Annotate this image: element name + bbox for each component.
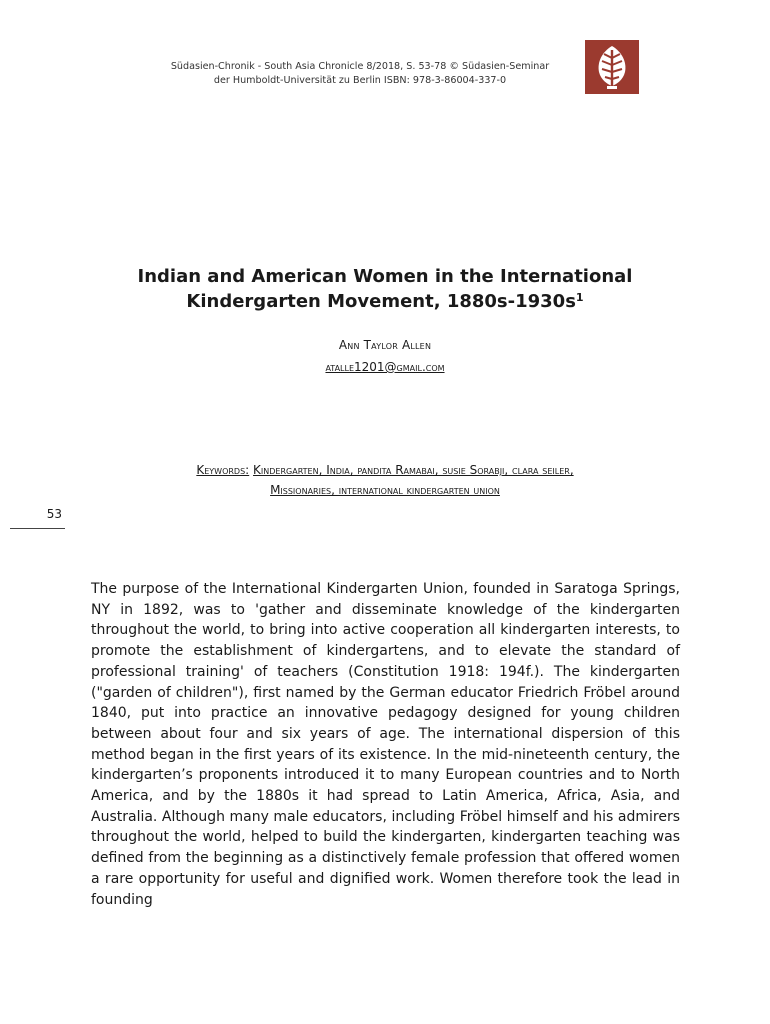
page-number-rule (10, 528, 65, 529)
article-title-line2 (60, 289, 710, 314)
article-title-line2-text: Kindergarten Movement, 1880s-1930s (186, 291, 576, 312)
article-title-line1: Indian and American Women in the International (137, 266, 633, 287)
body-paragraph: The purpose of the International Kindergarten Union, founded in Saratoga Springs, NY in 1892, was to 'gather and disseminate knowledge of the kindergarten throughout the world, to bring into active cooperation all kindergarten interests, to promote the establishment of kindergartens, and to elevate the standard of professional training' of teachers (Constitution 1918: 194f.). The kindergarten ("garden of children"), first named by the German educator Friedrich Fröbel around 1840, put into practice an innovative pedagogy designed for young children between about four and six years of age. The international dispersion of this method began in the first years of its existence. In the mid-nineteenth century, the kindergarten’s proponents introduced it to many European countries and to North America, and by the 1880s it had spread to Latin America, Africa, Asia, and Australia. Although many male educators, including Fröbel himself and his admirers throughout the world, helped to build the kindergarten, kindergarten teaching was defined from the beginning as a distinctively female profession that offered women a rare opportunity for useful and dignified work. Women therefore took the lead in founding (91, 581, 680, 908)
keywords-line1 (110, 460, 660, 480)
journal-header (150, 60, 570, 88)
author-name: Ann Taylor Allen (338, 338, 432, 352)
keywords-list-line2: Missionaries, international kindergarten union (270, 483, 500, 497)
article-title (60, 264, 710, 314)
suedasien-seminar-logo-icon (585, 40, 639, 94)
article-body (91, 579, 680, 910)
keywords-label: Keywords: (196, 463, 250, 477)
footnote-mark[interactable]: 1 (575, 291, 584, 304)
keywords-block (110, 460, 660, 500)
author-email-link[interactable]: atalle1201@gmail.com (325, 360, 445, 374)
journal-header-line1: Südasien-Chronik - South Asia Chronicle 8/2018, S. 53-78 © Südasien-Seminar (170, 61, 550, 72)
keywords-list-line1: Kindergarten, India, pandita Ramabai, susie Sorabji, clara seiler, (253, 463, 574, 477)
journal-header-line2: der Humboldt-Universität zu Berlin ISBN: 978-3-86004-337-0 (213, 75, 507, 86)
page-number: 53 (46, 507, 62, 521)
